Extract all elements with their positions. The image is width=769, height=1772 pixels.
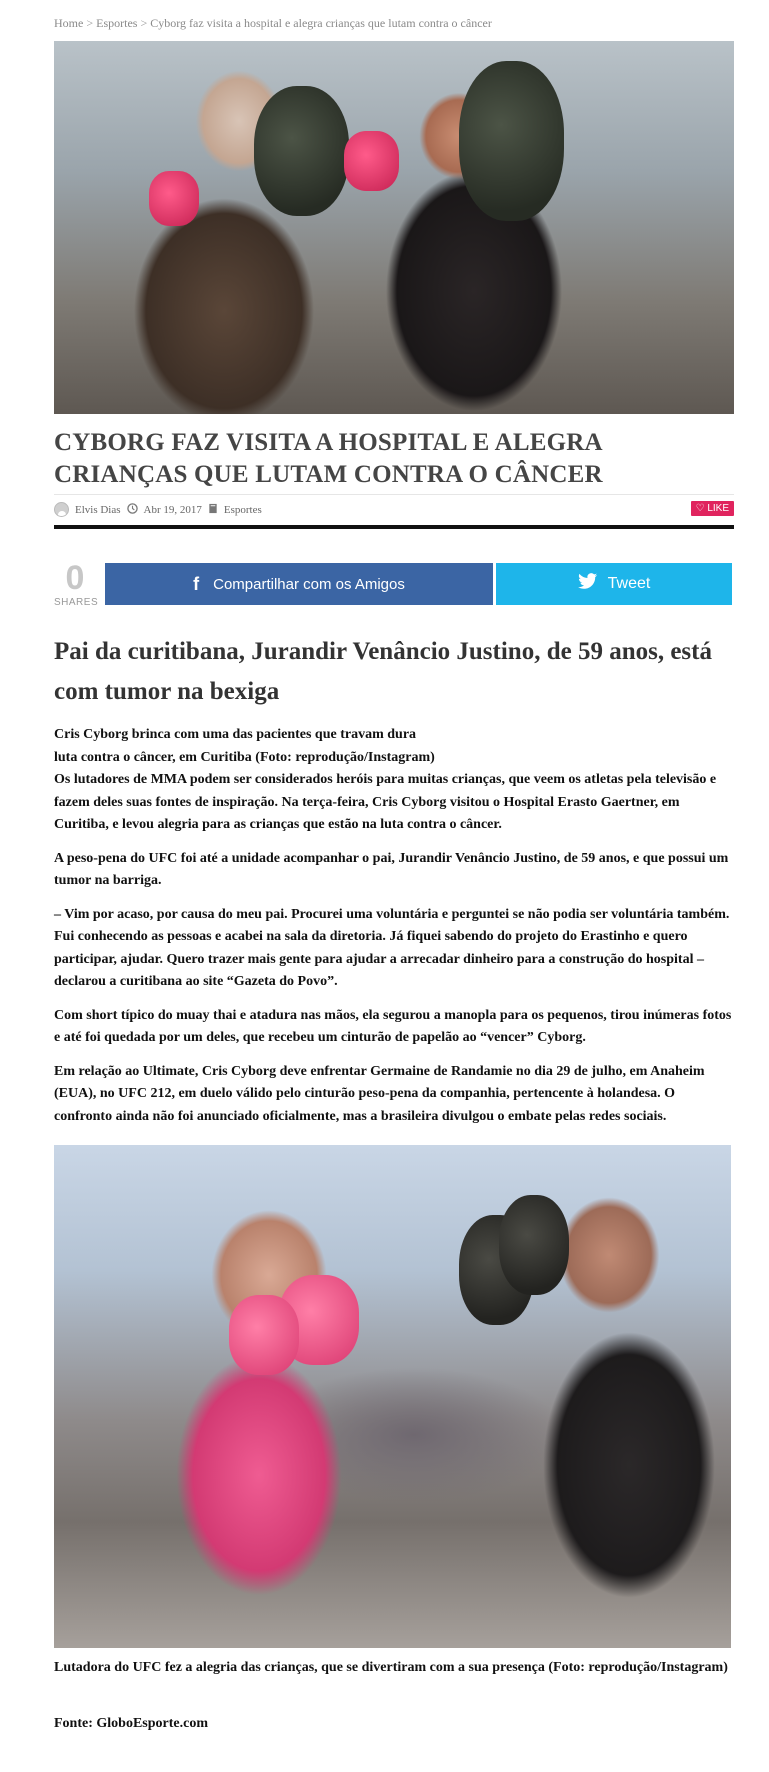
boxing-glove [229,1295,299,1375]
like-label: LIKE [707,503,729,514]
paragraph: A peso-pena do UFC foi até a unidade acompanhar o pai, Jurandir Venâncio Justino, de 59 anos, e que possui um tumor na barriga. [54,850,729,888]
twitter-icon [578,573,598,595]
tweet-button[interactable] [496,563,732,605]
hero-image [54,41,734,414]
breadcrumb-home-link[interactable]: Home [54,16,84,30]
paragraph: Em relação ao Ultimate, Cris Cyborg deve enfrentar Germaine de Randamie no dia 29 de julho, em Anaheim (EUA), no UFC 212, em duelo válido pelo cinturão peso-pena da companhia, pertencente à holandesa. O confronto ainda não foi anunciado oficialmente, mas a brasileira divulgou o embate pelas redes sociais. [54,1063,705,1124]
focus-mitt-left [254,86,349,216]
article-title: CYBORG FAZ VISITA A HOSPITAL E ALEGRA CRIANÇAS QUE LUTAM CONTRA O CÂNCER [54,429,603,488]
article-photo [54,1145,731,1648]
article-meta [54,494,734,522]
paragraph: – Vim por acaso, por causa do meu pai. Procurei uma voluntária e perguntei se não podia ser voluntária também. Fui conhecendo as pessoas e acabei na sala da diretoria. Já fiquei sabendo do projeto do Erastinho e quero participar, ajudar. Quero trazer mais gente para ajudar a arrecadar dinheiro para a construção do hospital – declarou a curitibana ao site “Gazeta do Povo”. [54,906,730,989]
like-button[interactable] [691,501,734,516]
photo-caption [54,724,734,837]
facebook-icon: f [193,573,200,594]
share-counter [54,559,99,608]
article-subheading: Pai da curitibana, Jurandir Venâncio Justino, de 59 anos, está com tumor na bexiga [54,638,712,705]
user-avatar-icon [54,502,69,517]
category-link[interactable]: Esportes [223,503,262,516]
share-count-label: SHARES [54,597,99,608]
clock-icon [127,503,138,517]
caption-line: luta contra o câncer, em Curitiba (Foto: reprodução/Instagram) [54,749,435,765]
divider [54,525,734,529]
breadcrumb-section-link[interactable]: Esportes [96,16,138,30]
heart-icon: ♡ [695,503,705,514]
tweet-label: Tweet [607,575,651,592]
focus-mitt [499,1195,569,1295]
facebook-share-label: Compartilhar com os Amigos [213,575,405,593]
boxing-glove [344,131,399,191]
photo-caption: Lutadora do UFC fez a alegria das crianças, que se divertiram com a sua presença (Foto: reprodução/Instagram) [54,1660,728,1675]
book-icon [208,503,218,517]
breadcrumb-separator: > [86,16,94,30]
author-name[interactable]: Elvis Dias [75,503,121,516]
focus-mitt-right [459,61,564,221]
source-credit: Fonte: GloboEsporte.com [54,1716,208,1731]
breadcrumb-current: Cyborg faz visita a hospital e alegra crianças que lutam contra o câncer [150,16,492,30]
caption-line: Cris Cyborg brinca com uma das pacientes que travam dura [54,727,417,742]
paragraph-text: Os lutadores de MMA podem ser considerados heróis para muitas crianças, que veem os atletas pela televisão e fazem deles suas fontes de inspiração. Na terça-feira, Cris Cyborg visitou o Hospital Erasto Gaertner, em Curitiba, e levou alegria para as crianças que estão na luta contra o câncer. [54,772,717,832]
share-count: 0 [65,559,85,597]
article-body [54,724,734,1139]
breadcrumb-separator: > [140,16,148,30]
paragraph: Com short típico do muay thai e atadura nas mãos, ela segurou a manopla para os pequenos, tirou inúmeras fotos e até foi quedada por um deles, que recebeu um cinturão de papelão ao “vencer” Cyborg. [54,1007,732,1045]
breadcrumb [54,16,734,31]
publish-date: Abr 19, 2017 [143,503,202,516]
boxing-glove [149,171,199,226]
facebook-share-button[interactable] [105,563,493,605]
